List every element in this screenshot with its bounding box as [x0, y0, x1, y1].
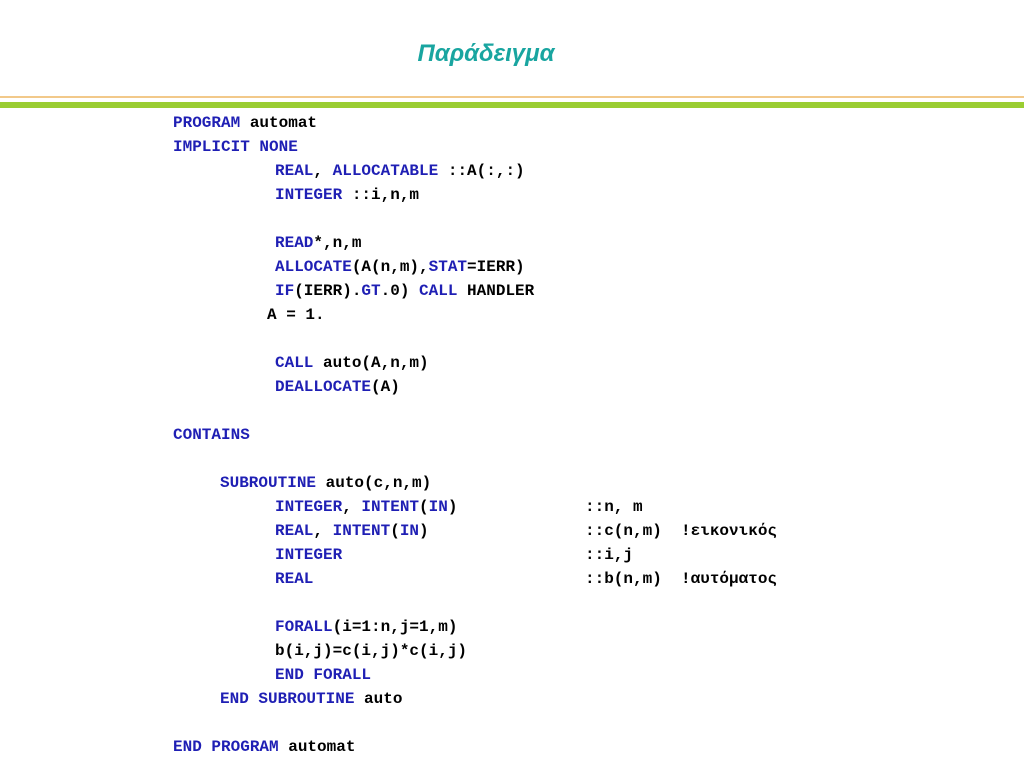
code-line [275, 615, 457, 639]
code-text: HANDLER [457, 282, 535, 300]
code-line [275, 663, 371, 687]
code-line [275, 567, 778, 591]
code-keyword: INTEGER [275, 498, 343, 516]
code-line [220, 687, 402, 711]
code-keyword: STAT [428, 258, 468, 276]
code-text: (i=1:n,j=1,m) [332, 618, 458, 636]
code-text: auto [354, 690, 403, 708]
code-text: ::b(n,m) !αυτόματος [585, 570, 778, 588]
code-keyword: PROGRAM [173, 114, 241, 132]
code-text: (A) [371, 378, 400, 396]
code-keyword: END PROGRAM [173, 738, 279, 756]
code-line [275, 543, 634, 567]
code-text: , [313, 522, 333, 540]
code-keyword: ALLOCATABLE [332, 162, 439, 180]
code-line [173, 735, 355, 759]
code-keyword: CALL [419, 282, 458, 300]
code-text: , [342, 498, 362, 516]
code-keyword: ALLOCATE [275, 258, 352, 276]
code-keyword: SUBROUTINE [220, 474, 317, 492]
code-line [275, 183, 419, 207]
code-keyword: IN [428, 498, 448, 516]
code-keyword: IMPLICIT NONE [173, 138, 298, 156]
code-text: ::n, m [585, 498, 643, 516]
code-keyword: IN [399, 522, 420, 540]
code-line [275, 159, 525, 183]
slide-title: Παράδειγμα [417, 40, 555, 67]
code-text: *,n,m [313, 234, 362, 252]
code-keyword: CALL [275, 354, 314, 372]
code-keyword: GT [361, 282, 381, 300]
code-keyword: REAL [275, 522, 314, 540]
code-text: automat [240, 114, 318, 132]
divider-thin [0, 96, 1024, 98]
code-text: ::i,n,m [342, 186, 420, 204]
code-text: auto(c,n,m) [316, 474, 432, 492]
code-keyword: FORALL [275, 618, 333, 636]
code-text: =IERR) [467, 258, 525, 276]
code-line [275, 279, 534, 303]
code-line [267, 303, 325, 327]
code-text: automat [278, 738, 356, 756]
code-text: ( [419, 498, 429, 516]
code-keyword: INTENT [332, 522, 391, 540]
code-line [173, 111, 317, 135]
code-line [275, 351, 429, 375]
code-text: .0) [380, 282, 420, 300]
code-text: A = 1. [267, 306, 325, 324]
code-text: ::i,j [585, 546, 634, 564]
code-text: b(i,j)=c(i,j)*c(i,j) [275, 642, 468, 660]
code-keyword: INTEGER [275, 186, 343, 204]
code-keyword: INTEGER [275, 546, 343, 564]
code-line [275, 519, 778, 543]
code-text: ::A(:,:) [438, 162, 525, 180]
code-text: ::c(n,m) !εικονικός [585, 522, 778, 540]
code-text: ( [390, 522, 400, 540]
code-keyword: INTENT [361, 498, 420, 516]
code-keyword: REAL [275, 162, 314, 180]
code-line [275, 639, 467, 663]
code-line [275, 255, 525, 279]
code-line [173, 135, 298, 159]
code-line [275, 375, 400, 399]
code-text: ) [447, 498, 458, 516]
code-line [220, 471, 431, 495]
code-line [275, 231, 361, 255]
code-line [275, 495, 643, 519]
code-line [173, 423, 250, 447]
code-keyword: READ [275, 234, 314, 252]
code-keyword: END SUBROUTINE [220, 690, 355, 708]
code-text: auto(A,n,m) [313, 354, 429, 372]
code-keyword: CONTAINS [173, 426, 250, 444]
code-keyword: IF [275, 282, 295, 300]
code-keyword: REAL [275, 570, 314, 588]
code-keyword: END FORALL [275, 666, 372, 684]
divider-thick [0, 102, 1024, 108]
code-text: (A(n,m), [351, 258, 429, 276]
code-text: ) [419, 522, 429, 540]
code-keyword: DEALLOCATE [275, 378, 372, 396]
code-text: (IERR). [294, 282, 362, 300]
code-text: , [313, 162, 333, 180]
